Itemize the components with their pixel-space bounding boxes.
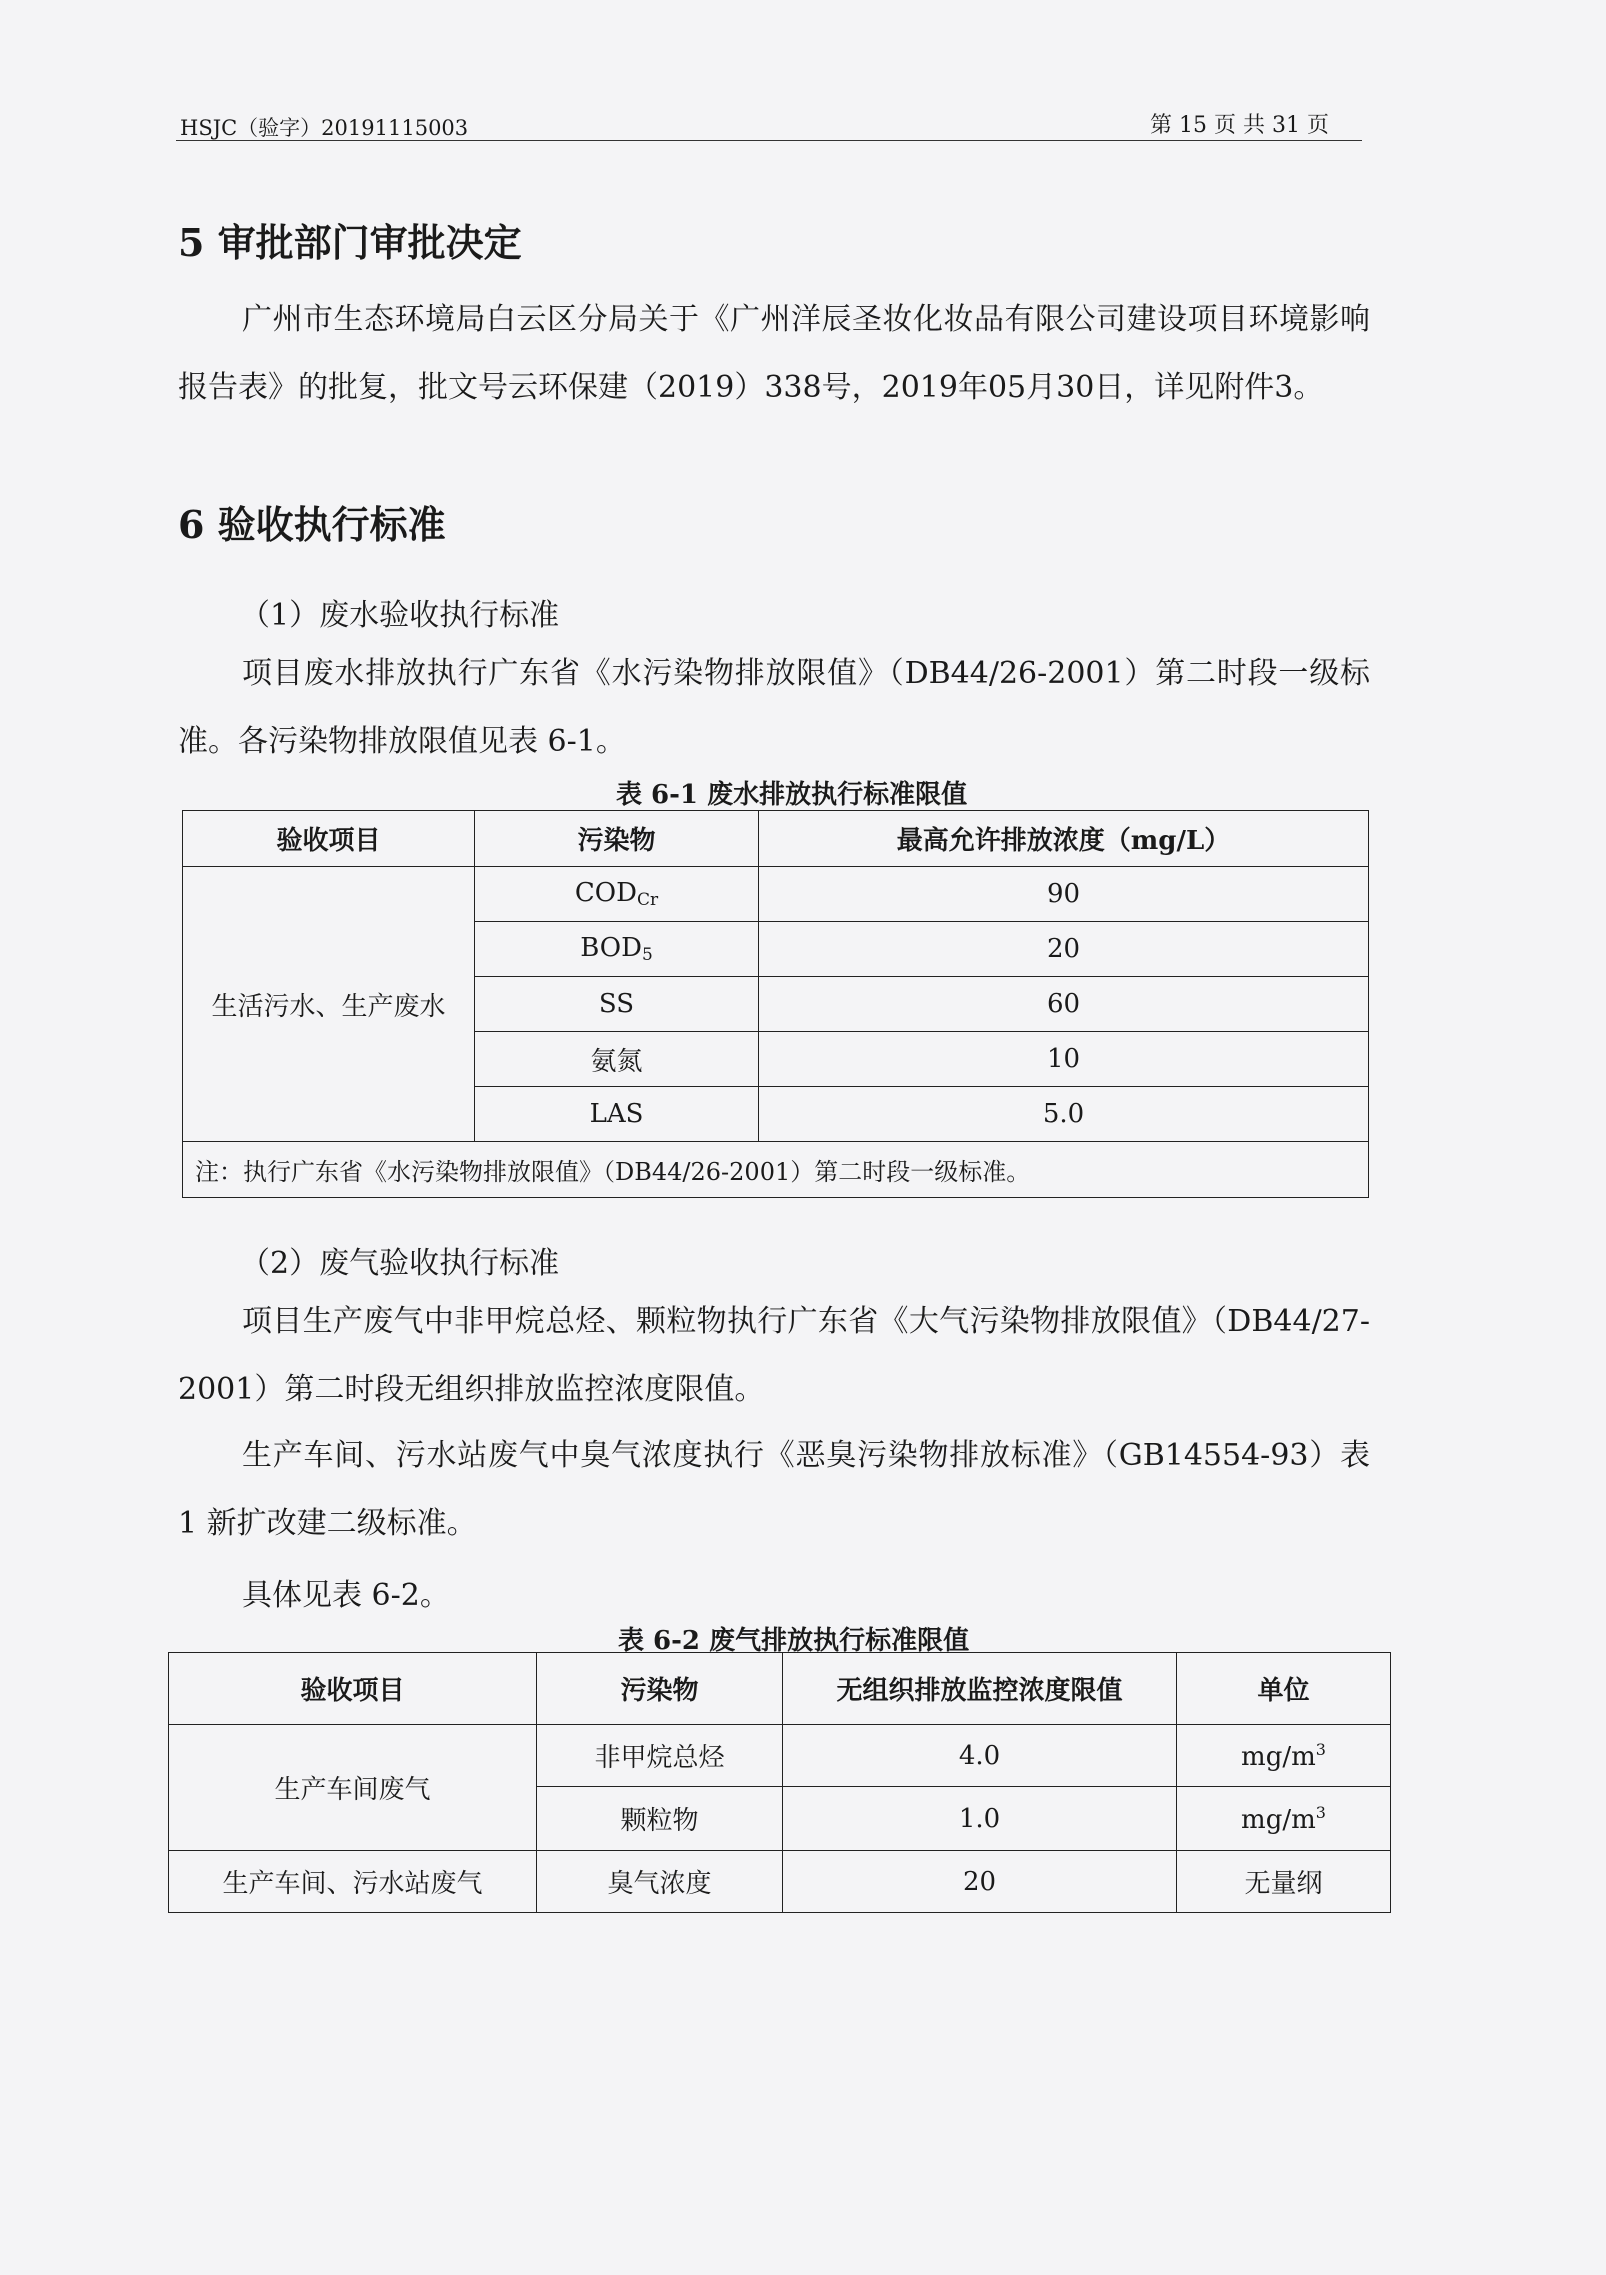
table-6-2 [168,1652,1391,1913]
table-header: 单位 [1177,1653,1391,1725]
unit-cell: $mg/m^3$ [1177,1725,1391,1787]
exhaust-body-2: 生产车间、污水站废气中臭气浓度执行《恶臭污染物排放标准》（GB14554-93）表 1 新扩改建二级标准。 [178,1438,1370,1541]
table-6-2-caption: 表 6-2 废气排放执行标准限值 [618,1626,970,1656]
value-cell: 5.0 [759,1087,1369,1142]
pollutant-cell: 氨氮 [475,1032,759,1087]
pollutant-cell: $COD_{Cr}$ [475,867,759,922]
pollutant-cell: $BOD_5$ [475,922,759,977]
table-note: 注：执行广东省《水污染物排放限值》（DB44/26-2001）第二时段一级标准。 [183,1142,1369,1198]
value-cell: 10 [759,1032,1369,1087]
exhaust-subtitle: （2）废气验收执行标准 [240,1246,560,1281]
table-group-cell: 生活污水、生产废水 [183,867,475,1142]
table-group-cell: 生产车间废气 [169,1725,537,1851]
section-5-body: 广州市生态环境局白云区分局关于《广州洋辰圣妆化妆品有限公司建设项目环境影响报告表》的批复，批文号云环保建（2019）338号，2019年05月30日，详见附件3。 [178,302,1370,405]
wastewater-body: 项目废水排放执行广东省《水污染物排放限值》（DB44/26-2001）第二时段一级标准。各污染物排放限值见表 6-1。 [178,656,1370,759]
doc-id: HSJC（验字）20191115003 [180,116,469,140]
value-cell: 4.0 [783,1725,1177,1787]
exhaust-body-3: 具体见表 6-2。 [242,1578,450,1613]
table-header: 验收项目 [183,811,475,867]
section-5-title: 5 审批部门审批决定 [178,220,522,265]
table-header: 污染物 [475,811,759,867]
header-rule [176,140,1362,141]
value-cell: 1.0 [783,1787,1177,1851]
table-group-cell: 生产车间、污水站废气 [169,1851,537,1913]
unit-cell: $mg/m^3$ [1177,1787,1391,1851]
value-cell: 90 [759,867,1369,922]
wastewater-subtitle: （1）废水验收执行标准 [240,598,560,633]
exhaust-body-1: 项目生产废气中非甲烷总烃、颗粒物执行广东省《大气污染物排放限值》（DB44/27-2001）第二时段无组织排放监控浓度限值。 [178,1304,1370,1407]
unit-cell: 无量纲 [1177,1851,1391,1913]
table-header: 污染物 [537,1653,783,1725]
value-cell: 60 [759,977,1369,1032]
pollutant-cell: 颗粒物 [537,1787,783,1851]
value-cell: 20 [783,1851,1177,1913]
pollutant-cell: 臭气浓度 [537,1851,783,1913]
value-cell: 20 [759,922,1369,977]
pollutant-cell: LAS [475,1087,759,1142]
page-number: 第 15 页 共 31 页 [1150,113,1329,138]
pollutant-cell: SS [475,977,759,1032]
table-6-1-caption: 表 6-1 废水排放执行标准限值 [616,780,968,810]
table-header: 无组织排放监控浓度限值 [783,1653,1177,1725]
section-6-title: 6 验收执行标准 [178,502,446,547]
pollutant-cell: 非甲烷总烃 [537,1725,783,1787]
table-6-1 [182,810,1369,1198]
table-header: 最高允许排放浓度（mg/L） [759,811,1369,867]
table-header: 验收项目 [169,1653,537,1725]
